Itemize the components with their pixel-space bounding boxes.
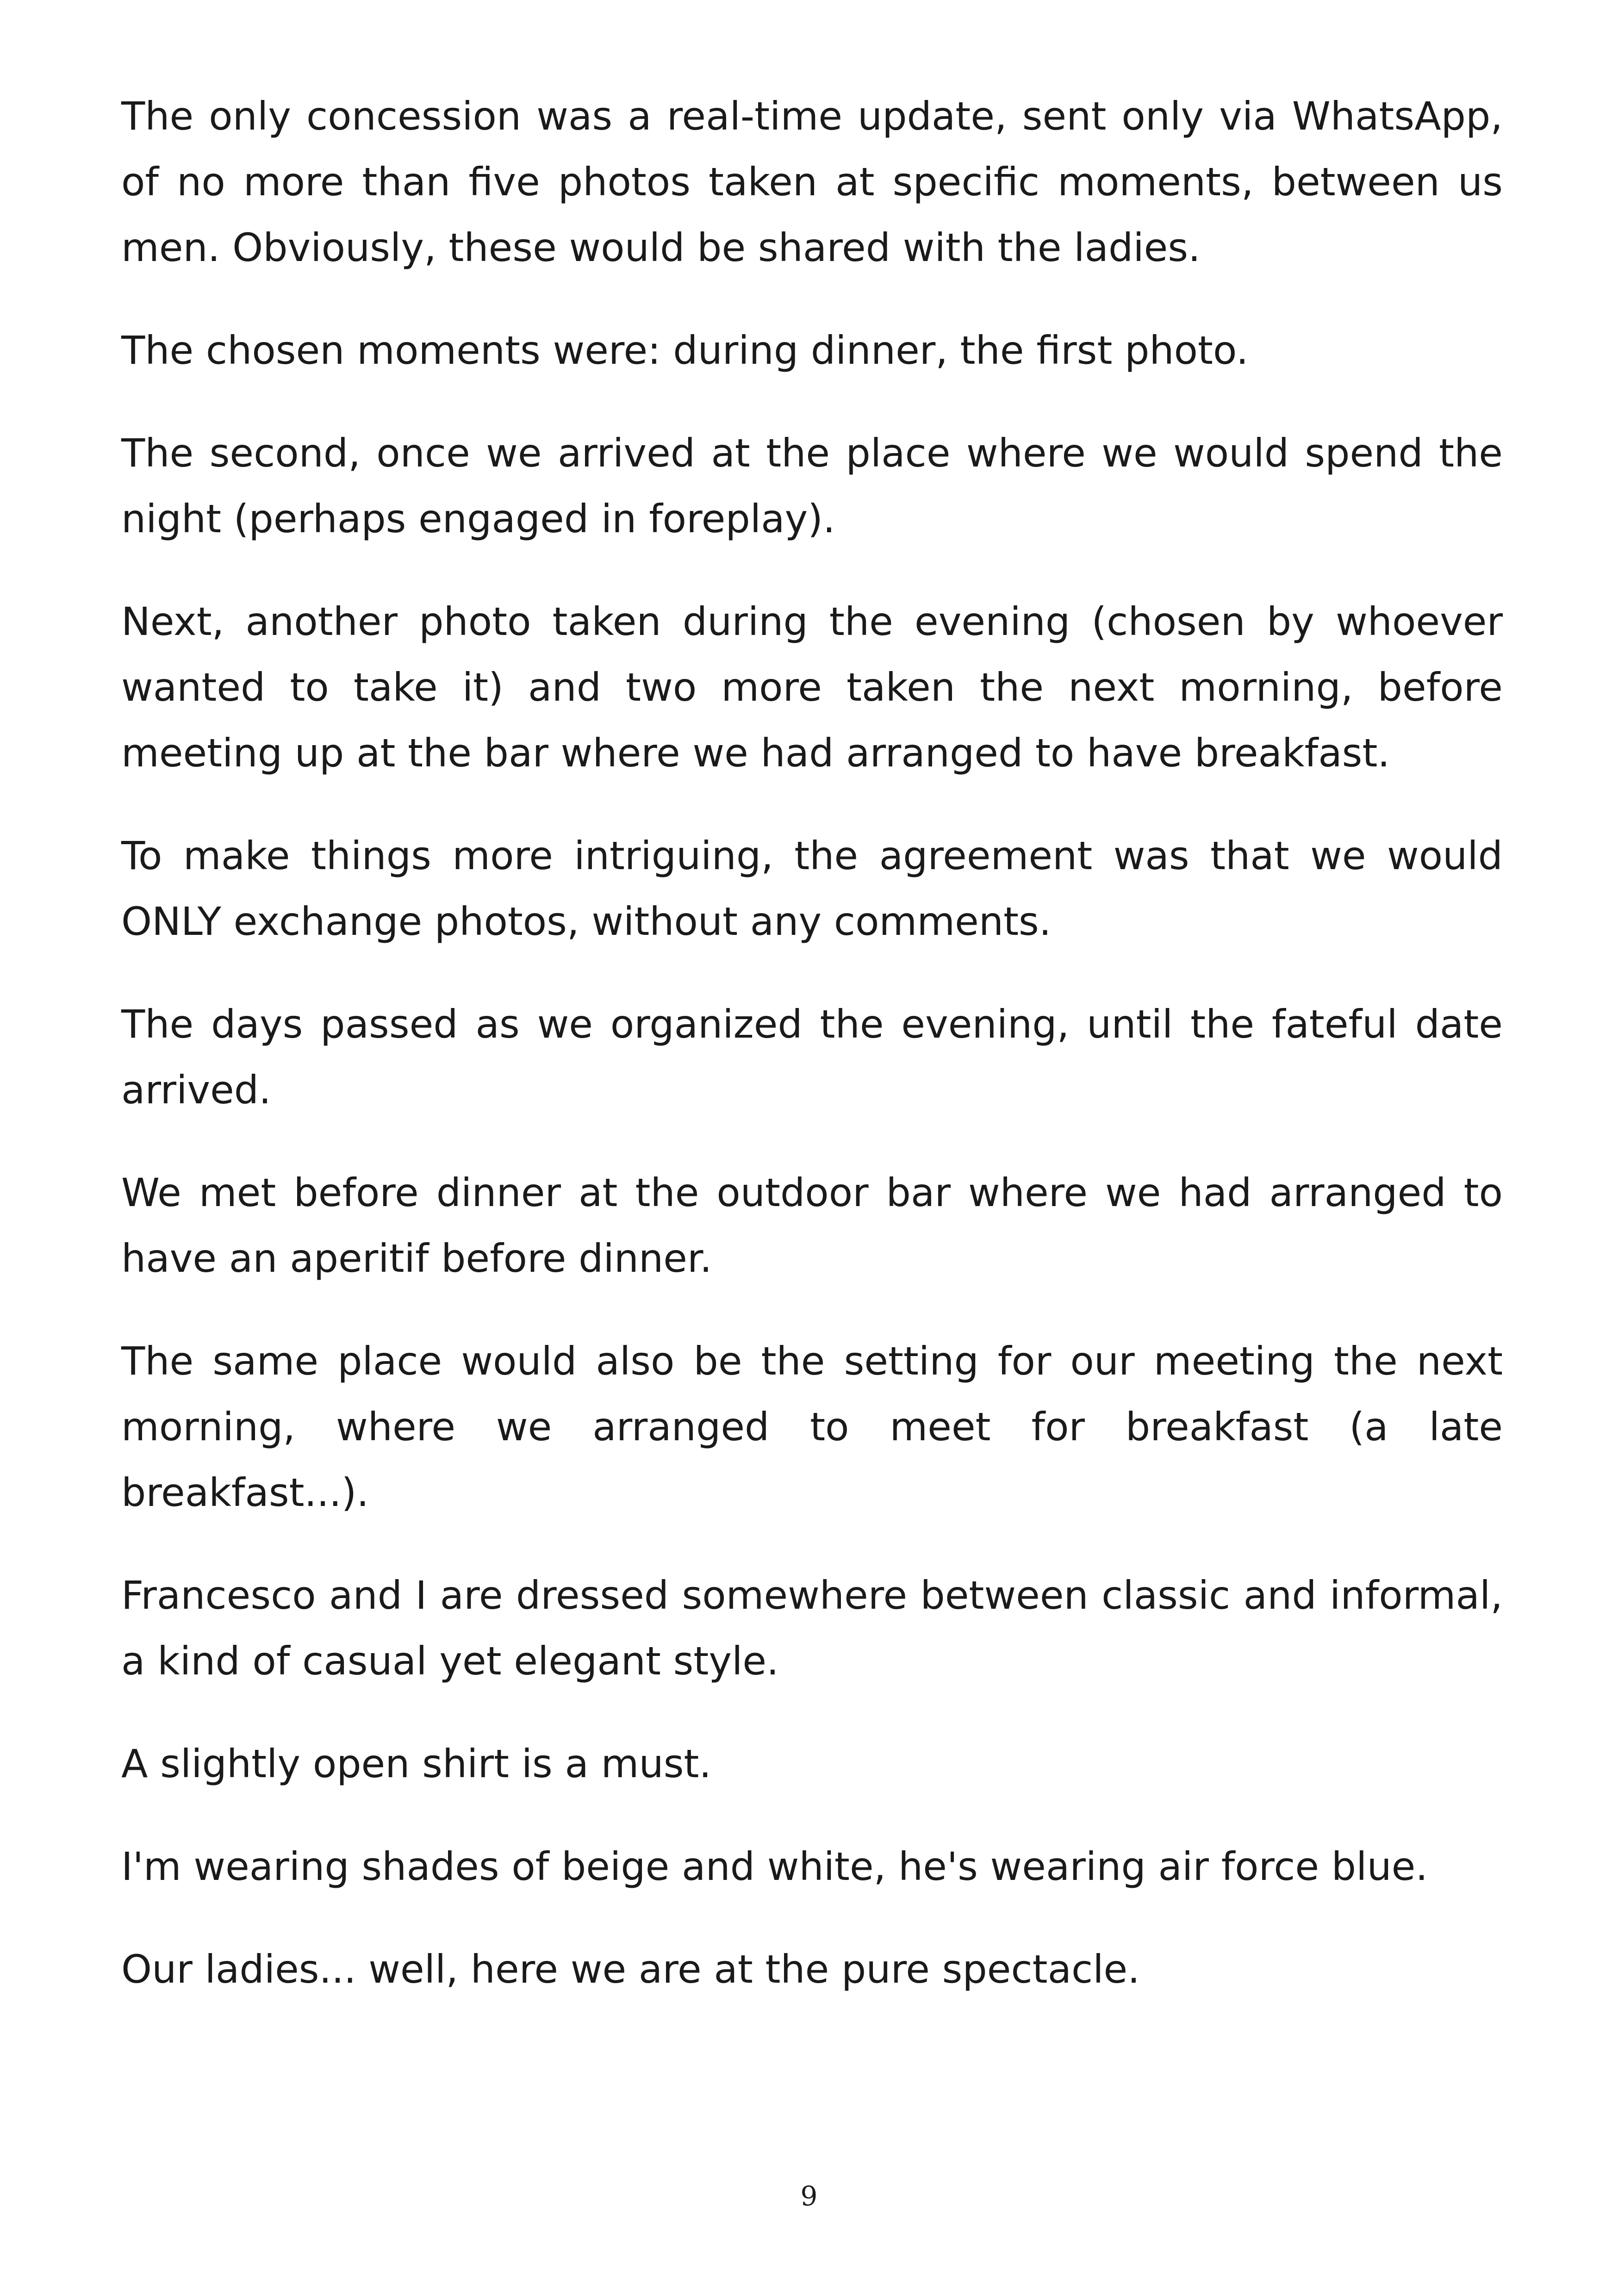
paragraph-9: Francesco and I are dressed somewhere between classic and informal, a kind of casual yet elegant style. <box>121 1573 1503 1684</box>
paragraph-2: The chosen moments were: during dinner, the first photo. <box>121 328 1249 373</box>
paragraph-4: Next, another photo taken during the evening (chosen by whoever wanted to take it) and two more taken the next morning, before meeting up at the bar where we had arranged to have breakfast. <box>121 599 1503 776</box>
body-text <box>121 83 1503 2039</box>
paragraph-8: The same place would also be the setting for our meeting the next morning, where we arranged to meet for breakfast (a late breakfast...). <box>121 1338 1503 1515</box>
paragraph-1: The only concession was a real-time update, sent only via WhatsApp, of no more than five photos taken at specific moments, between us men. Obviously, these would be shared with the ladies. <box>121 93 1503 270</box>
paragraph-10: A slightly open shirt is a must. <box>121 1741 712 1786</box>
page-number: 9 <box>800 2180 818 2212</box>
paragraph-12: Our ladies... well, here we are at the pure spectacle. <box>121 1947 1140 1992</box>
paragraph-5: To make things more intriguing, the agreement was that we would ONLY exchange photos, without any comments. <box>121 833 1503 944</box>
paragraph-3: The second, once we arrived at the place where we would spend the night (perhaps engaged in foreplay). <box>121 430 1503 541</box>
paragraph-6: The days passed as we organized the evening, until the fateful date arrived. <box>121 1002 1503 1113</box>
paragraph-7: We met before dinner at the outdoor bar where we had arranged to have an aperitif before dinner. <box>121 1170 1503 1281</box>
paragraph-11: I'm wearing shades of beige and white, he's wearing air force blue. <box>121 1844 1428 1889</box>
